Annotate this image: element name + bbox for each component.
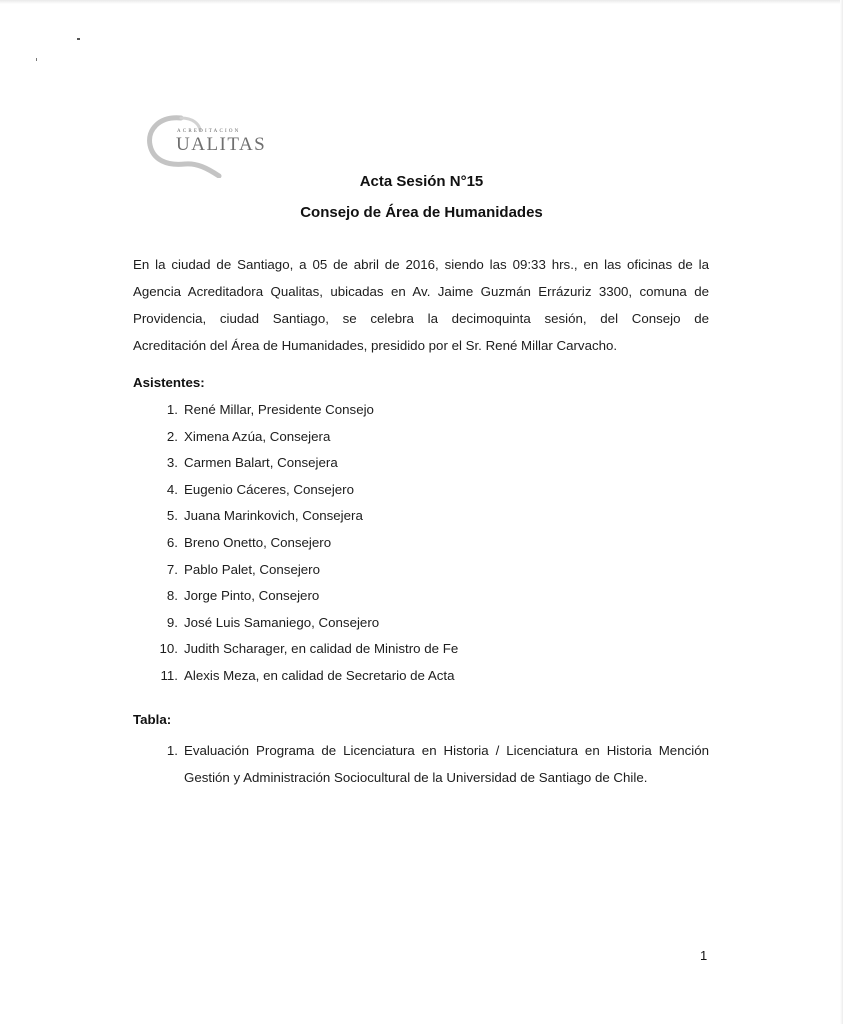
- list-item: [133, 613, 709, 640]
- list-text: Breno Onetto, Consejero: [184, 534, 332, 550]
- list-number: 3.: [166, 455, 178, 471]
- qualitas-logo: [145, 112, 295, 178]
- list-text: Carmen Balart, Consejera: [184, 455, 338, 471]
- scan-edge-top: [0, 0, 843, 4]
- scan-speck: [36, 58, 37, 61]
- list-item: [133, 427, 709, 454]
- list-number: 6.: [166, 534, 178, 550]
- intro-line: En la ciudad de Santiago, a 05 de abril de 2016, siendo las 09:33 hrs., en las oficinas de la: [133, 257, 709, 272]
- list-number: 11.: [160, 667, 178, 683]
- list-text: [184, 737, 709, 791]
- list-item: [133, 400, 709, 427]
- list-number: 2.: [166, 428, 178, 444]
- list-item: [133, 453, 709, 480]
- list-text: Ximena Azúa, Consejera: [184, 428, 331, 444]
- list-item: [133, 480, 709, 507]
- document-subtitle: Consejo de Área de Humanidades: [300, 204, 543, 221]
- list-text: José Luis Samaniego, Consejero: [184, 614, 380, 630]
- agenda-heading: Tabla:: [133, 712, 172, 727]
- list-item: [133, 533, 709, 560]
- attendees-list: [133, 400, 709, 693]
- scan-speck: [77, 38, 80, 40]
- list-number: 1.: [166, 743, 178, 758]
- list-text: Alexis Meza, en calidad de Secretario de Acta: [184, 667, 455, 683]
- intro-paragraph: [133, 251, 709, 359]
- list-text: Eugenio Cáceres, Consejero: [184, 481, 355, 497]
- intro-line: Acreditación del Área de Humanidades, presidido por el Sr. René Millar Carvacho.: [133, 338, 618, 353]
- intro-line: Providencia, ciudad Santiago, se celebra la decimoquinta sesión, del Consejo de: [133, 311, 709, 326]
- document-title: Acta Sesión N°15: [359, 173, 484, 190]
- list-number: 10.: [159, 641, 178, 657]
- agenda-line: Evaluación Programa de Licenciatura en Historia / Licenciatura en Historia Mención: [184, 743, 709, 758]
- list-text: Jorge Pinto, Consejero: [184, 588, 320, 604]
- list-text: René Millar, Presidente Consejo: [184, 402, 374, 417]
- logo-small-text: ACREDITACION: [177, 129, 241, 134]
- list-text: Pablo Palet, Consejero: [184, 561, 321, 577]
- attendees-heading: Asistentes:: [133, 375, 205, 390]
- list-item: [133, 506, 709, 533]
- list-item: [133, 586, 709, 613]
- list-number: 4.: [166, 481, 178, 497]
- list-text: Juana Marinkovich, Consejera: [184, 508, 363, 524]
- list-item: [133, 560, 709, 587]
- list-text: Judith Scharager, en calidad de Ministro de Fe: [184, 641, 459, 657]
- page-number: 1: [700, 948, 708, 963]
- list-number: 8.: [166, 588, 178, 604]
- list-item: [133, 666, 709, 693]
- list-number: 9.: [166, 614, 178, 630]
- list-number: 5.: [166, 508, 178, 524]
- list-number: 7.: [166, 561, 178, 577]
- logo-main-text: UALITAS: [176, 134, 267, 155]
- list-number: 1.: [166, 402, 178, 417]
- intro-line: Agencia Acreditadora Qualitas, ubicadas en Av. Jaime Guzmán Errázuriz 3300, comuna de: [133, 284, 709, 299]
- agenda-line: Gestión y Administración Sociocultural de la Universidad de Santiago de Chile.: [184, 770, 648, 785]
- list-item: [133, 639, 709, 666]
